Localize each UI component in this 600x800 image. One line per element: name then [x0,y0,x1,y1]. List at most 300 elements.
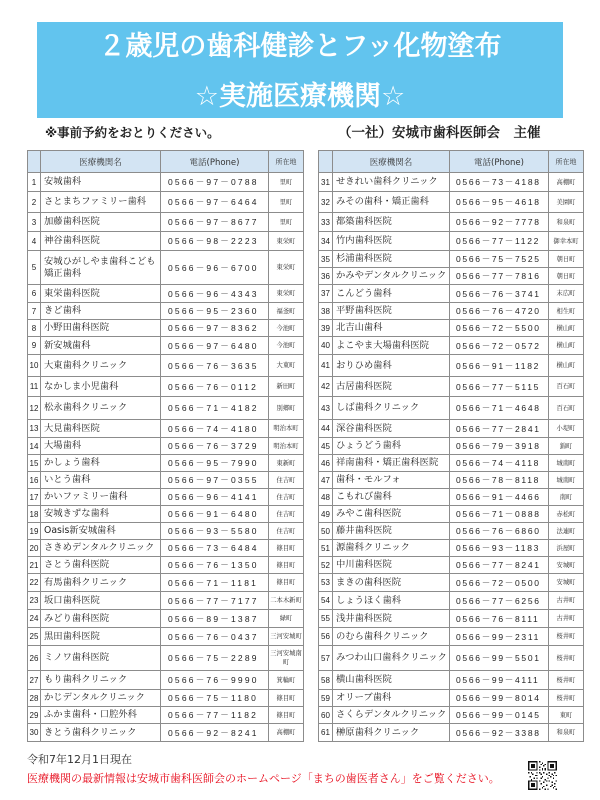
row-number: 17 [28,489,41,506]
row-number: 5 [28,251,41,285]
title-banner [37,22,563,118]
clinic-name: 大見歯科医院 [41,420,161,438]
row-number: 12 [28,397,41,420]
clinic-phone: 0566－92－8241 [161,724,269,742]
table-row [28,557,304,574]
clinic-location: 篠目町 [269,707,304,724]
clinic-name: きとう歯科クリニック [41,724,161,742]
clinic-phone: 0566－95－4618 [450,192,549,213]
clinic-location: 安城町 [549,574,584,592]
clinic-name: よこやま大場歯科医院 [333,337,450,355]
row-number: 20 [28,540,41,557]
clinic-phone: 0566－99－4111 [450,671,549,690]
clinic-location: 大東町 [269,355,304,377]
clinic-name: 浅井歯科医院 [333,610,450,628]
clinic-name: 源歯科クリニック [333,540,450,557]
row-number: 15 [28,455,41,472]
clinic-phone: 0566－71－0888 [450,506,549,523]
clinic-phone: 0566－76－6860 [450,523,549,540]
row-number: 30 [28,724,41,742]
header-clinic-name: 医療機関名 [41,151,161,173]
row-number: 26 [28,646,41,671]
clinic-name: しば歯科クリニック [333,397,450,420]
table-row [28,523,304,540]
table-row [28,303,304,320]
row-number: 19 [28,523,41,540]
table-row [319,592,584,610]
table-row [28,489,304,506]
row-number: 36 [319,268,333,285]
clinic-location: 里町 [269,192,304,213]
row-number: 1 [28,173,41,192]
table-row [319,173,584,192]
row-number: 3 [28,213,41,232]
clinic-name: さとまちファミリー歯科 [41,192,161,213]
clinic-name: 藤井歯科医院 [333,523,450,540]
clinic-phone: 0566－99－8014 [450,690,549,707]
row-number: 16 [28,472,41,489]
clinic-name: かじデンタルクリニック [41,690,161,707]
clinic-phone: 0566－97－6480 [161,337,269,355]
clinic-phone: 0566－93－1183 [450,540,549,557]
row-number: 58 [319,671,333,690]
table-row [319,320,584,337]
row-number: 22 [28,574,41,592]
clinic-name: かいファミリー歯科 [41,489,161,506]
clinic-location: 今池町 [269,320,304,337]
clinic-name: 松永歯科クリニック [41,397,161,420]
clinic-name: 坂口歯科医院 [41,592,161,610]
row-number: 44 [319,420,333,438]
table-row [319,540,584,557]
row-number: 9 [28,337,41,355]
clinic-name: 深谷歯科医院 [333,420,450,438]
clinic-location: 緑町 [269,610,304,628]
clinic-location: 篠目町 [269,557,304,574]
clinic-name: みやこ歯科医院 [333,506,450,523]
clinic-location: 高棚町 [269,724,304,742]
clinic-phone: 0566－95－2360 [161,303,269,320]
row-number: 48 [319,489,333,506]
clinic-location: 城南町 [549,472,584,489]
table-row [319,303,584,320]
clinic-phone: 0566－76－3635 [161,355,269,377]
clinic-location: 箕輪町 [269,671,304,690]
clinic-phone: 0566－74－4118 [450,455,549,472]
row-number: 52 [319,557,333,574]
clinic-name: おりひめ歯科 [333,355,450,377]
row-number: 24 [28,610,41,628]
clinic-name: 平野歯科医院 [333,303,450,320]
clinic-name: なかしま小児歯科 [41,377,161,397]
clinic-phone: 0566－96－4343 [161,285,269,303]
row-number: 55 [319,610,333,628]
clinic-phone: 0566－79－3918 [450,438,549,455]
clinic-location: 末広町 [549,285,584,303]
table-row [28,420,304,438]
clinic-phone: 0566－99－2311 [450,628,549,646]
clinic-location: 明治本町 [269,420,304,438]
row-number: 4 [28,232,41,251]
clinic-location: 小堤町 [549,420,584,438]
row-number: 10 [28,355,41,377]
clinic-location: 里町 [269,213,304,232]
row-number: 54 [319,592,333,610]
clinic-name: こもれび歯科 [333,489,450,506]
row-number: 29 [28,707,41,724]
table-row [28,213,304,232]
table-header-row [319,151,584,173]
clinic-location: 朝日町 [549,251,584,268]
table-row [319,523,584,540]
row-number: 53 [319,574,333,592]
clinic-name: 有馬歯科クリニック [41,574,161,592]
clinic-name: 大東歯科クリニック [41,355,161,377]
clinic-phone: 0566－96－6700 [161,251,269,285]
clinic-table-right [318,150,584,742]
clinic-name: 歯科・モルフォ [333,472,450,489]
clinic-phone: 0566－77－5115 [450,377,549,397]
clinic-location: 古井町 [549,592,584,610]
table-row [28,610,304,628]
header-number [319,151,333,173]
clinic-phone: 0566－92－3388 [450,724,549,742]
website-note: 医療機関の最新情報は安城市歯科医師会のホームページ「まちの歯医者さん」をご覧ください。 [27,772,500,785]
clinic-name: しょうほく歯科 [333,592,450,610]
clinic-location: 錦町 [549,438,584,455]
clinic-name: 榊原歯科クリニック [333,724,450,742]
table-row [28,355,304,377]
table-row [28,251,304,285]
clinic-name: のむら歯科クリニック [333,628,450,646]
clinic-location: 桜井町 [549,690,584,707]
row-number: 8 [28,320,41,337]
clinic-phone: 0566－77－6256 [450,592,549,610]
clinic-location: 和泉町 [549,724,584,742]
clinic-location: 南町 [549,489,584,506]
clinic-phone: 0566－77－1122 [450,232,549,251]
clinic-phone: 0566－71－4648 [450,397,549,420]
clinic-phone: 0566－76－0437 [161,628,269,646]
table-row [28,592,304,610]
clinic-phone: 0566－97－8362 [161,320,269,337]
row-number: 31 [319,173,333,192]
clinic-location: 浜屋町 [549,540,584,557]
clinic-phone: 0566－76－3741 [450,285,549,303]
row-number: 46 [319,455,333,472]
clinic-phone: 0566－99－5501 [450,646,549,671]
clinic-phone: 0566－73－6484 [161,540,269,557]
table-row [319,646,584,671]
clinic-name: 中川歯科医院 [333,557,450,574]
clinic-location: 二本木新町 [269,592,304,610]
clinic-phone: 0566－74－4180 [161,420,269,438]
clinic-location: 東栄町 [269,232,304,251]
page-subtitle: ☆実施医療機関☆ [194,81,406,112]
clinic-phone: 0566－96－4141 [161,489,269,506]
clinic-phone: 0566－72－5500 [450,320,549,337]
clinic-name: 杉浦歯科医院 [333,251,450,268]
row-number: 40 [319,337,333,355]
clinic-name: かしょう歯科 [41,455,161,472]
clinic-name: 横山歯科医院 [333,671,450,690]
row-number: 11 [28,377,41,397]
clinic-phone: 0566－77－1182 [161,707,269,724]
table-row [319,377,584,397]
table-row [28,192,304,213]
header-location: 所在地 [549,151,584,173]
table-row [319,610,584,628]
clinic-location: 住吉町 [269,472,304,489]
row-number: 18 [28,506,41,523]
clinic-location: 住吉町 [269,523,304,540]
table-row [319,724,584,742]
clinic-name: 新安城歯科 [41,337,161,355]
clinic-location: 三河安城南町 [269,646,304,671]
row-number: 2 [28,192,41,213]
row-number: 43 [319,397,333,420]
clinic-name: 安城きずな歯科 [41,506,161,523]
clinic-name: ふかま歯科・口腔外科 [41,707,161,724]
clinic-location: 明治本町 [269,438,304,455]
table-row [28,337,304,355]
clinic-location: 三河安城町 [269,628,304,646]
clinic-phone: 0566－75－1180 [161,690,269,707]
row-number: 21 [28,557,41,574]
table-row [28,628,304,646]
row-number: 33 [319,213,333,232]
clinic-location: 和泉町 [549,213,584,232]
clinic-phone: 0566－71－4182 [161,397,269,420]
row-number: 50 [319,523,333,540]
row-number: 51 [319,540,333,557]
table-row [28,285,304,303]
clinic-phone: 0566－76－9990 [161,671,269,690]
clinic-name: 大場歯科 [41,438,161,455]
clinic-location: 桜井町 [549,671,584,690]
clinic-phone: 0566－75－2289 [161,646,269,671]
clinic-name: こんどう歯科 [333,285,450,303]
clinic-location: 住吉町 [269,506,304,523]
table-row [319,232,584,251]
clinic-phone: 0566－97－6464 [161,192,269,213]
clinic-location: 法連町 [549,523,584,540]
clinic-name: さきめデンタルクリニック [41,540,161,557]
row-number: 41 [319,355,333,377]
clinic-location: 御幸本町 [549,232,584,251]
clinic-name: きど歯科 [41,303,161,320]
clinic-name: 竹内歯科医院 [333,232,450,251]
clinic-location: 朝日町 [549,268,584,285]
table-row [28,455,304,472]
row-number: 25 [28,628,41,646]
clinic-name: さくらデンタルクリニック [333,707,450,724]
header-clinic-name: 医療機関名 [333,151,450,173]
clinic-phone: 0566－72－0572 [450,337,549,355]
row-number: 13 [28,420,41,438]
table-row [319,268,584,285]
table-row [28,397,304,420]
clinic-name: 北吉山歯科 [333,320,450,337]
clinic-location: 横山町 [549,355,584,377]
clinic-phone: 0566－93－5580 [161,523,269,540]
table-row [319,420,584,438]
clinic-phone: 0566－78－8118 [450,472,549,489]
row-number: 59 [319,690,333,707]
table-row [319,472,584,489]
row-number: 6 [28,285,41,303]
table-row [28,320,304,337]
table-row [319,489,584,506]
table-row [319,690,584,707]
clinic-name: みどり歯科医院 [41,610,161,628]
table-row [319,355,584,377]
clinic-phone: 0566－92－7778 [450,213,549,232]
table-row [319,707,584,724]
clinic-location: 美園町 [549,192,584,213]
table-row [28,574,304,592]
clinic-location: 東栄町 [269,251,304,285]
clinic-name: Oasis新安城歯科 [41,523,161,540]
header-phone: 電話(Phone) [161,151,269,173]
table-row [319,628,584,646]
clinic-location: 篠目町 [269,574,304,592]
clinic-location: 東町 [549,707,584,724]
row-number: 7 [28,303,41,320]
clinic-name: ミノワ歯科医院 [41,646,161,671]
table-row [319,438,584,455]
table-row [28,506,304,523]
clinic-phone: 0566－77－7816 [450,268,549,285]
clinic-phone: 0566－76－4720 [450,303,549,320]
clinic-name: 小野田歯科医院 [41,320,161,337]
row-number: 35 [319,251,333,268]
organizer-label: （一社）安城市歯科医師会 主催 [338,125,541,141]
page-title: ２歳児の歯科健診とフッ化物塗布 [98,31,502,62]
clinic-name: いとう歯科 [41,472,161,489]
clinic-location: 里町 [269,173,304,192]
clinic-location: 相生町 [549,303,584,320]
clinic-location: 安城町 [549,557,584,574]
clinic-location: 百石町 [549,377,584,397]
clinic-location: 東栄町 [269,285,304,303]
clinic-name: オリーブ歯科 [333,690,450,707]
clinic-location: 篠目町 [269,690,304,707]
table-row [28,724,304,742]
clinic-location: 横山町 [549,320,584,337]
row-number: 61 [319,724,333,742]
table-row [319,397,584,420]
table-row [28,472,304,489]
clinic-location: 高棚町 [549,173,584,192]
clinic-location: 百石町 [549,397,584,420]
qr-code-icon [528,761,557,790]
header-phone: 電話(Phone) [450,151,549,173]
clinic-location: 城南町 [549,455,584,472]
clinic-location: 今池町 [269,337,304,355]
table-row [319,337,584,355]
clinic-name: もり歯科クリニック [41,671,161,690]
row-number: 23 [28,592,41,610]
clinic-name: 加藤歯科医院 [41,213,161,232]
table-row [319,285,584,303]
clinic-name: 祥南歯科・矯正歯科医院 [333,455,450,472]
header-number [28,151,41,173]
table-row [319,455,584,472]
row-number: 14 [28,438,41,455]
clinic-phone: 0566－72－0500 [450,574,549,592]
clinic-phone: 0566－97－8677 [161,213,269,232]
clinic-phone: 0566－71－1181 [161,574,269,592]
clinic-list-right [319,173,584,742]
clinic-name: ひょうどう歯科 [333,438,450,455]
table-row [28,707,304,724]
table-row [28,438,304,455]
table-row [28,232,304,251]
table-row [319,671,584,690]
clinic-phone: 0566－77－8241 [450,557,549,574]
reservation-notice: ※事前予約をおとりください。 [45,125,220,140]
table-row [28,377,304,397]
row-number: 32 [319,192,333,213]
row-number: 45 [319,438,333,455]
table-row [28,540,304,557]
clinic-name: かみやデンタルクリニック [333,268,450,285]
header-location: 所在地 [269,151,304,173]
clinic-phone: 0566－91－1182 [450,355,549,377]
clinic-name: 東栄歯科医院 [41,285,161,303]
clinic-phone: 0566－76－3729 [161,438,269,455]
clinic-location: 桜井町 [549,628,584,646]
clinic-location: 新田町 [269,377,304,397]
row-number: 49 [319,506,333,523]
clinic-phone: 0566－76－1350 [161,557,269,574]
clinic-name: みその歯科・矯正歯科 [333,192,450,213]
clinic-name: 古居歯科医院 [333,377,450,397]
clinic-phone: 0566－76－8111 [450,610,549,628]
clinic-phone: 0566－91－6480 [161,506,269,523]
clinic-name: 神谷歯科医院 [41,232,161,251]
clinic-phone: 0566－73－4188 [450,173,549,192]
row-number: 56 [319,628,333,646]
clinic-phone: 0566－95－7990 [161,455,269,472]
clinic-phone: 0566－98－2223 [161,232,269,251]
table-row [28,690,304,707]
clinic-name: せきれい歯科クリニック [333,173,450,192]
table-row [319,192,584,213]
clinic-location: 福釜町 [269,303,304,320]
clinic-name: さとう歯科医院 [41,557,161,574]
clinic-name: 安城ひがしやま歯科こども矯正歯科 [41,251,161,285]
row-number: 60 [319,707,333,724]
row-number: 38 [319,303,333,320]
clinic-location: 横山町 [549,337,584,355]
as-of-date: 令和7年12月1日現在 [27,753,132,766]
row-number: 57 [319,646,333,671]
clinic-location: 赤松町 [549,506,584,523]
row-number: 47 [319,472,333,489]
clinic-phone: 0566－99－0145 [450,707,549,724]
clinic-phone: 0566－77－2841 [450,420,549,438]
table-header-row [28,151,304,173]
clinic-location: 東新町 [269,455,304,472]
table-row [319,213,584,232]
row-number: 27 [28,671,41,690]
clinic-name: 安城歯科 [41,173,161,192]
table-row [28,646,304,671]
clinic-location: 住吉町 [269,489,304,506]
clinic-name: まきの歯科医院 [333,574,450,592]
